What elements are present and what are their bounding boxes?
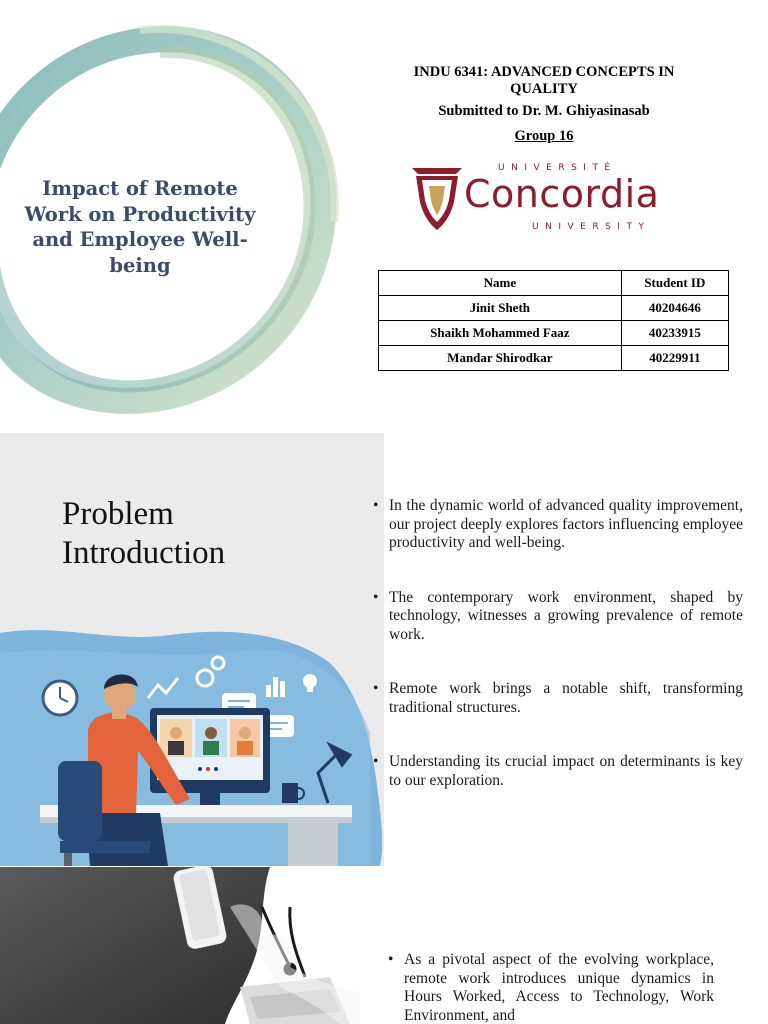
concordia-crest-icon — [408, 160, 466, 236]
problem-introduction-slide — [0, 433, 768, 866]
table-header-name: Name — [379, 271, 622, 296]
table-cell-id: 40233915 — [621, 321, 728, 346]
submitted-to: Submitted to Dr. M. Ghiyasinasab — [438, 103, 650, 119]
table-row — [379, 321, 729, 346]
logo-university: UNIVERSITY — [532, 222, 651, 232]
list-item: • Remote work brings a notable shift, transforming traditional structures. — [373, 680, 743, 717]
problem-bullet-list — [373, 497, 743, 826]
list-item: • In the dynamic world of advanced quality improvement, our project deeply explores factors influencing employee productivity and well-being. — [373, 497, 743, 553]
clock-icon — [43, 681, 77, 715]
table-cell-id: 40204646 — [621, 296, 728, 321]
table-row — [379, 296, 729, 321]
table-header-student-id: Student ID — [621, 271, 728, 296]
list-item: • The contemporary work environment, shaped by technology, witnesses a growing prevalence of remote work. — [373, 589, 743, 645]
table-row — [379, 346, 729, 371]
table-cell-name: Mandar Shirodkar — [379, 346, 622, 371]
course-title: INDU 6341: ADVANCED CONCEPTS IN QUALITY — [413, 64, 675, 97]
table-header-row — [379, 271, 729, 296]
remote-work-illustration — [0, 623, 384, 866]
table-cell-id: 40229911 — [621, 346, 728, 371]
list-item: • Understanding its crucial impact on determinants is key to our exploration. — [373, 753, 743, 790]
list-item: • As a pivotal aspect of the evolving workplace, remote work introduces unique dynamics in Hours Worked, Access to Technology, Work Environment, and — [388, 951, 714, 1024]
heading-line-2: Introduction — [62, 535, 226, 571]
slide-heading — [62, 495, 225, 573]
desk-photo-illustration — [0, 867, 360, 1024]
logo-universite: UNIVERSITÉ — [498, 163, 617, 173]
heading-line-1: Problem — [62, 496, 174, 532]
group-number: Group 16 — [514, 128, 574, 144]
concordia-logo — [408, 160, 698, 236]
presentation-title: Impact of Remote Work on Productivity and Employee Well-being — [24, 177, 256, 277]
table-cell-name: Shaikh Mohammed Faaz — [379, 321, 622, 346]
remote-work-slide — [0, 867, 768, 1024]
remote-work-bullet-list — [388, 951, 714, 1024]
table-cell-name: Jinit Sheth — [379, 296, 622, 321]
student-table — [378, 270, 729, 371]
logo-concordia: Concordia — [464, 172, 660, 216]
title-slide — [0, 0, 768, 432]
